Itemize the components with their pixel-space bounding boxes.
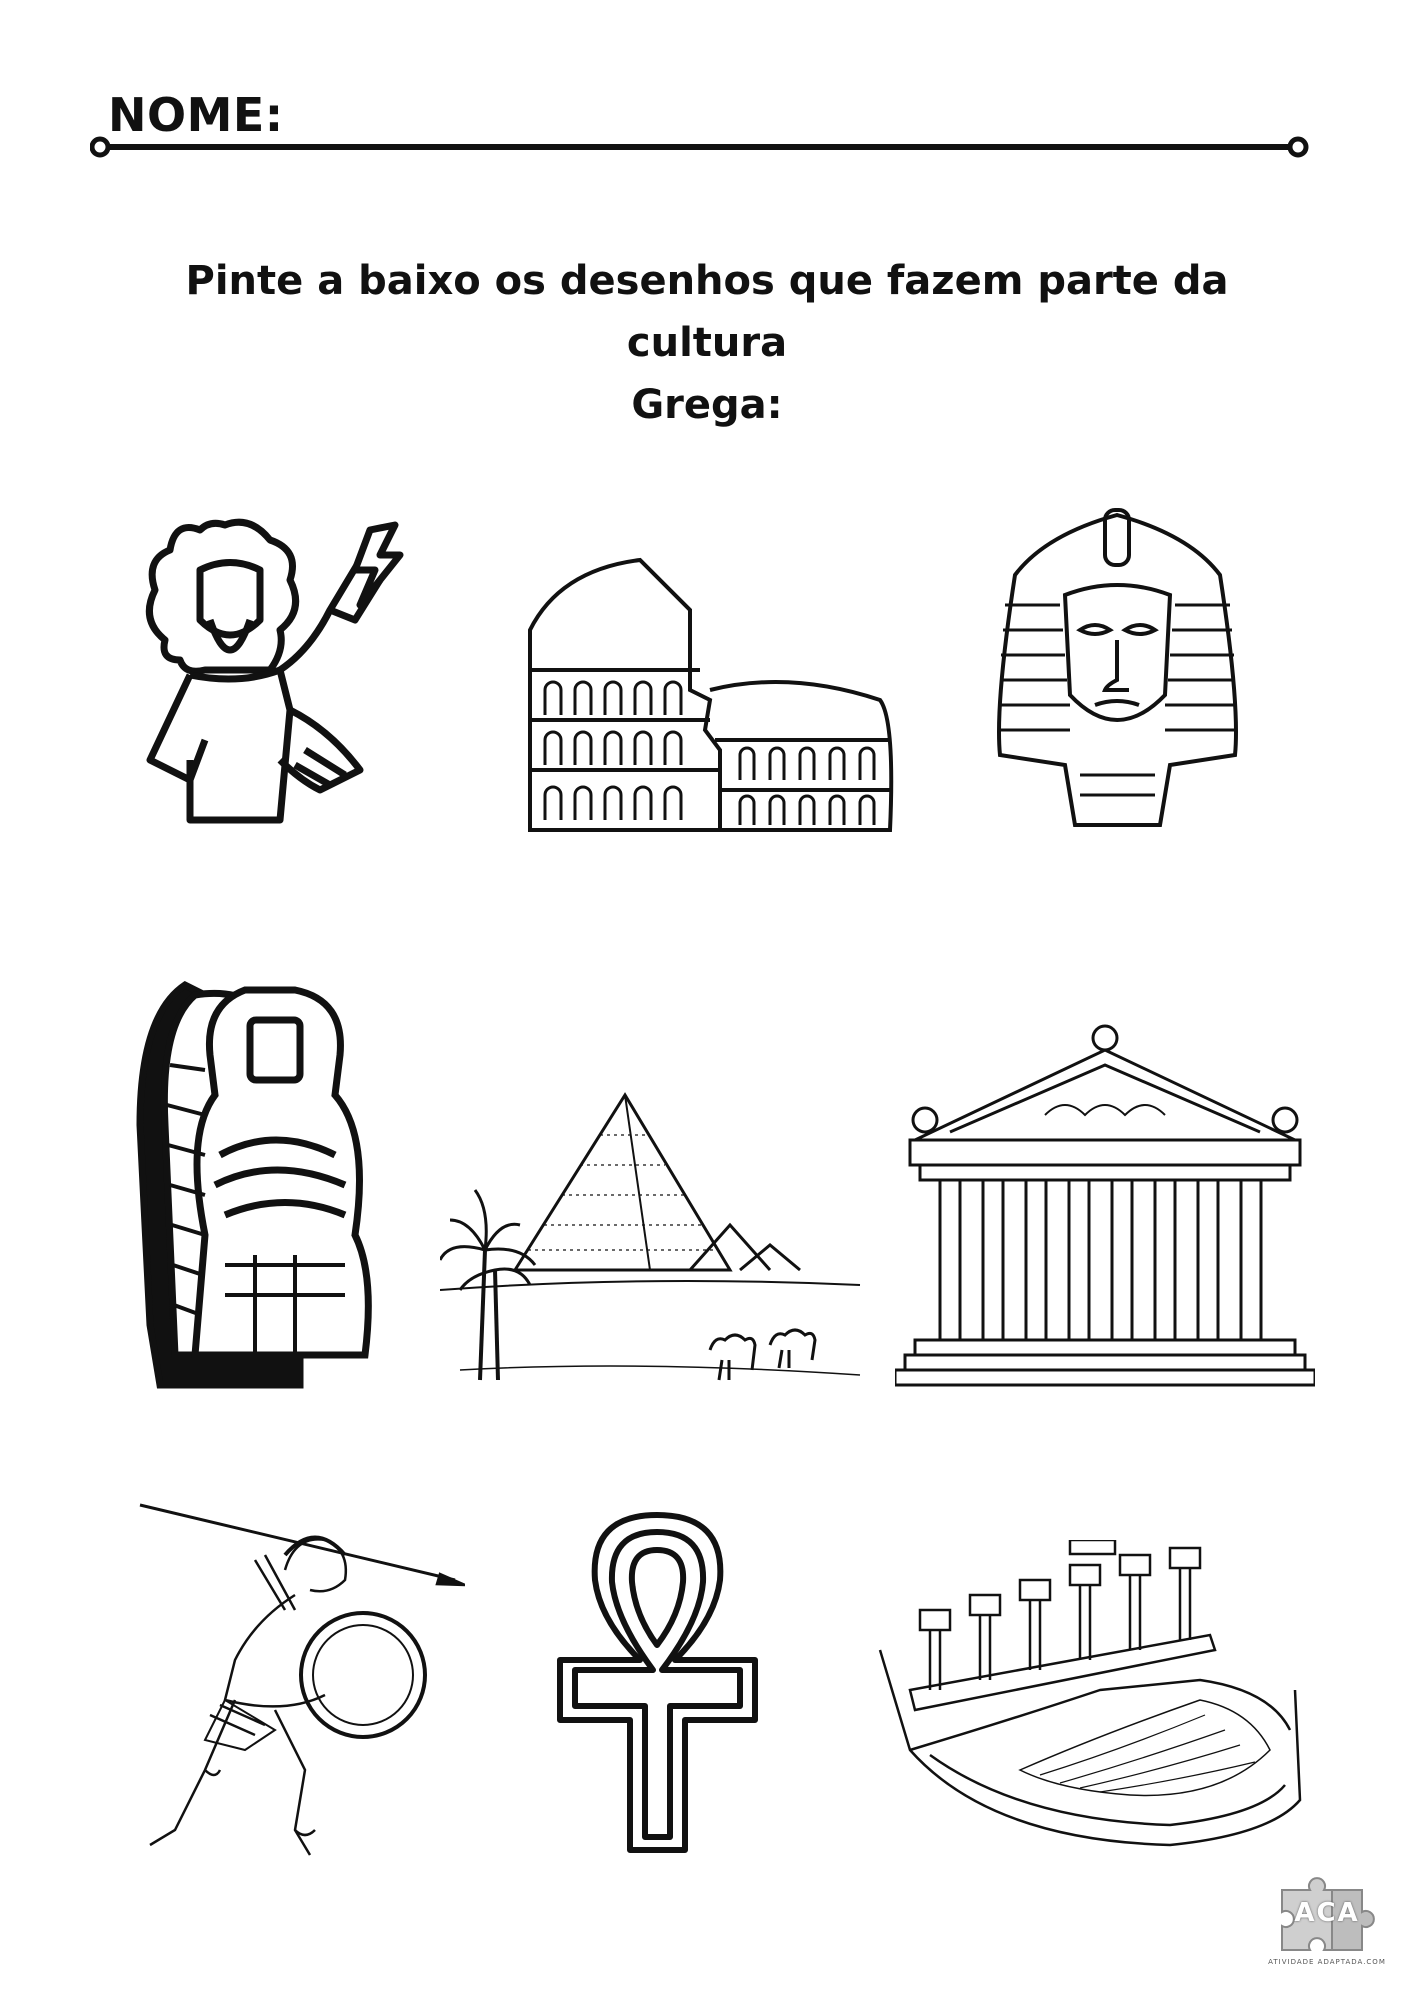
logo-caption: ATIVIDADE ADAPTADA.COM bbox=[1268, 1958, 1386, 1966]
greek-temple-drawing[interactable] bbox=[895, 1020, 1315, 1395]
spartan-warrior-drawing[interactable] bbox=[135, 1500, 465, 1860]
instruction-text bbox=[100, 250, 1314, 436]
ankh-drawing[interactable] bbox=[550, 1510, 765, 1855]
colosseum-drawing[interactable] bbox=[520, 550, 900, 840]
instruction-line-1: Pinte a baixo os desenhos que fazem parte da cultura bbox=[185, 258, 1229, 366]
logo-letters: ACA bbox=[1294, 1898, 1360, 1928]
instruction-line-2: Grega: bbox=[631, 382, 783, 428]
mummy-drawing[interactable] bbox=[135, 975, 385, 1395]
aca-logo bbox=[1272, 1870, 1382, 1960]
pyramid-drawing[interactable] bbox=[440, 1090, 870, 1390]
name-label: NOME: bbox=[108, 88, 284, 142]
pharaoh-mask-drawing[interactable] bbox=[985, 505, 1250, 840]
name-writing-line[interactable] bbox=[90, 132, 1310, 162]
zeus-drawing[interactable] bbox=[130, 510, 430, 840]
greek-theater-drawing[interactable] bbox=[870, 1540, 1310, 1855]
